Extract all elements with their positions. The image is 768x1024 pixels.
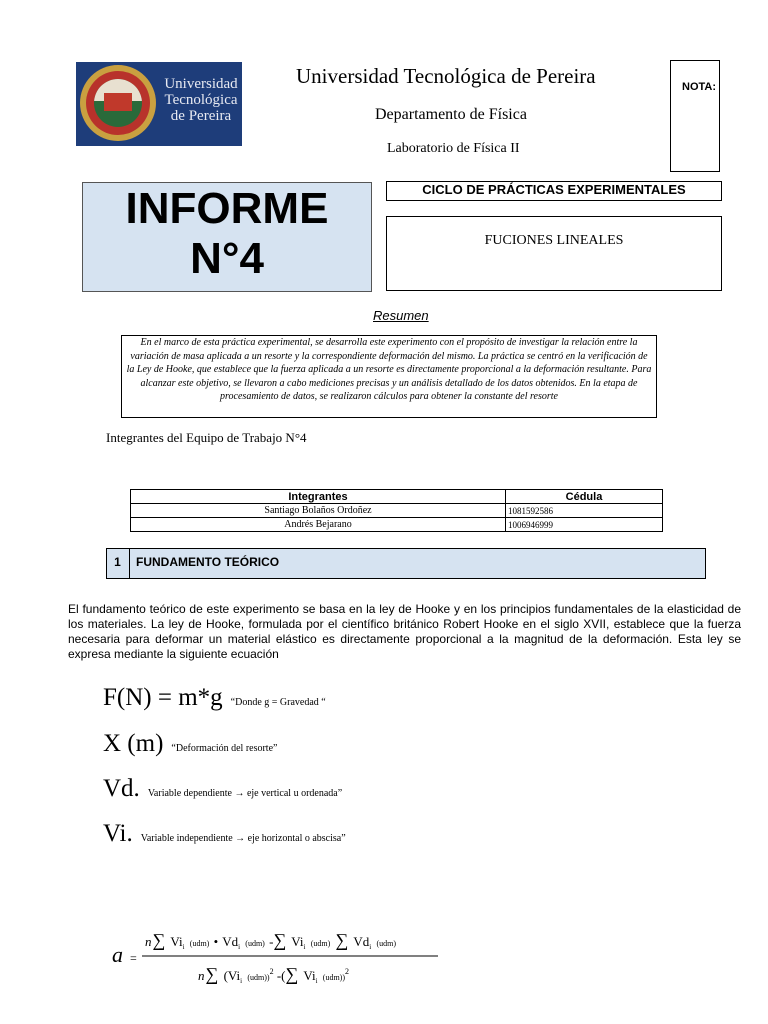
equation-dependent-variable bbox=[103, 775, 342, 803]
formula-lhs: a bbox=[112, 942, 123, 967]
equation-note: Variable independiente → eje horizontal o abscisa” bbox=[140, 833, 346, 844]
cycle-title: CICLO DE PRÁCTICAS EXPERIMENTALES bbox=[422, 182, 686, 197]
equation-main: F(N) = m*g bbox=[103, 684, 223, 711]
equation-note: “Deformación del resorte” bbox=[171, 743, 278, 754]
university-title: Universidad Tecnológica de Pereira bbox=[296, 64, 596, 88]
equation-main: Vi. bbox=[103, 820, 133, 847]
formula-denominator: n∑ ($Vi_i$ $^{(udm))2}$ -(∑ $Vi_i$ $^{(udm))2}$ bbox=[198, 964, 350, 985]
member-id: 1081592586 bbox=[506, 504, 663, 518]
section-number: 1 bbox=[114, 555, 121, 569]
member-name: Andrés Bejarano bbox=[131, 518, 506, 532]
grade-label: NOTA: bbox=[682, 81, 717, 93]
equation-deformation bbox=[103, 730, 277, 758]
equation-note: Variable dependiente → eje vertical u ordenada” bbox=[147, 788, 343, 799]
equation-force bbox=[103, 684, 326, 712]
formula-equals: = bbox=[130, 951, 137, 965]
equation-note: “Donde g = Gravedad “ bbox=[230, 697, 326, 708]
seal-icon bbox=[80, 65, 156, 141]
university-logo bbox=[76, 62, 242, 146]
column-header-id: Cédula bbox=[506, 490, 663, 504]
slope-formula bbox=[112, 920, 452, 990]
table-row bbox=[131, 504, 663, 518]
theory-paragraph: El fundamento teórico de este experimento se basa en la ley de Hooke y en los principios fundamentales de la elasticidad de los materiales. La ley de Hooke, formulada por el científico británico Robert Hooke en el siglo XVII, establece que la fuerza necesaria para deformar un material elástico es directamente proporcional a la magnitud de la deformación. Esta ley se expresa mediante la siguiente ecuación bbox=[68, 602, 741, 661]
equation-main: Vd. bbox=[103, 775, 140, 802]
team-heading: Integrantes del Equipo de Trabajo N°4 bbox=[106, 430, 307, 445]
table-row bbox=[131, 518, 663, 532]
equation-main: X (m) bbox=[103, 730, 164, 757]
equation-independent-variable bbox=[103, 820, 346, 848]
topic-title: FUCIONES LINEALES bbox=[484, 233, 624, 248]
section-title: FUNDAMENTO TEÓRICO bbox=[136, 555, 280, 569]
grade-box bbox=[670, 60, 720, 172]
report-title: INFORME N°4 bbox=[125, 184, 329, 283]
logo-text: Universidad Tecnológica de Pereira bbox=[164, 76, 238, 124]
topic-box bbox=[386, 216, 722, 291]
table-header-row bbox=[131, 490, 663, 504]
column-header-members: Integrantes bbox=[131, 490, 506, 504]
abstract-heading: Resumen bbox=[373, 308, 429, 323]
member-name: Santiago Bolaños Ordoñez bbox=[131, 504, 506, 518]
member-id: 1006946999 bbox=[506, 518, 663, 532]
lab-name: Laboratorio de Física II bbox=[387, 141, 520, 156]
abstract-text: En el marco de esta práctica experimental, se desarrolla este experimento con el propósito de investigar la relación entre la variación de masa aplicada a un resorte y la correspondiente deformación del mismo. La práctica se centró en la verificación de la Ley de Hooke, que establece que la fuerza aplicada a un resorte es directamente proporcional a la deformación resultante. Para alcanzar este objetivo, se llevaron a cabo mediciones precisas y un análisis detallado de los datos obtenidos. En la etapa de procesamiento de datos, se realizaron cálculos para obtener la constante del resorte bbox=[126, 337, 652, 403]
team-table bbox=[130, 489, 663, 532]
department-name: Departamento de Física bbox=[375, 106, 527, 123]
formula-numerator: n∑ $Vi_i$ $^{(udm)}$ • $Vd_i$ $^{(udm)}$ -∑ $Vi_i$ $^{(udm)}$ ∑ $Vd_i$ $^{(udm)}$ bbox=[145, 930, 397, 951]
